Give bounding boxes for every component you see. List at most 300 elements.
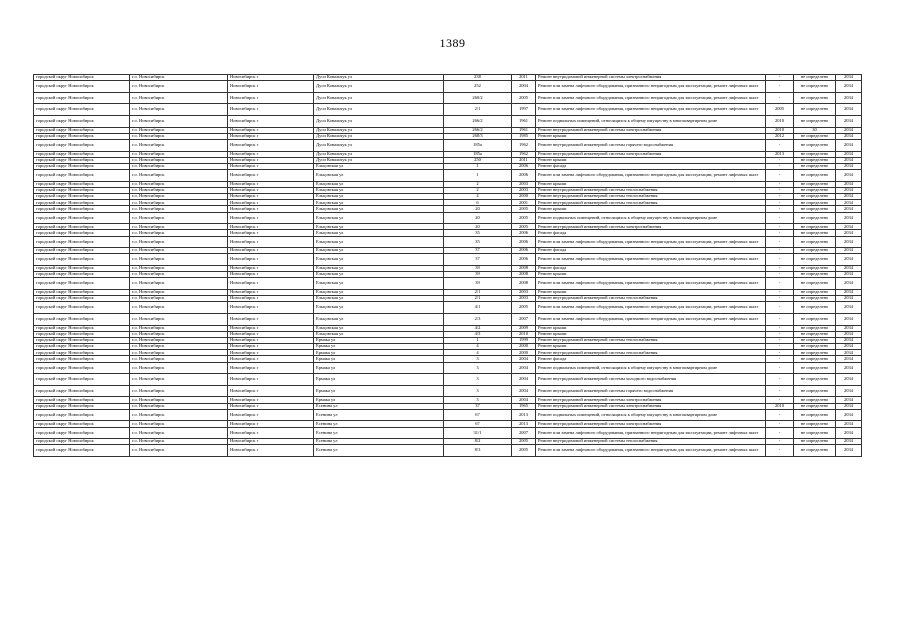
cell-municipality: городской округ Новосибирск [34, 374, 130, 386]
cell-cost: не определено [794, 403, 836, 409]
cell-work-type: Ремонт или замена лифтового оборудования, признанного непригодным для эксплуатации, ремонт лифтовых шахт [536, 302, 766, 314]
cell-last-repair-year: - [766, 194, 794, 200]
cell-plan-start-year: 2034 [836, 265, 862, 271]
cell-cost: не определено [794, 421, 836, 427]
cell-last-repair-year: - [766, 272, 794, 278]
cell-street: Есенина ул [314, 439, 444, 445]
cell-street: Ельцовская ул [314, 200, 444, 206]
cell-house: 1 [444, 170, 512, 182]
cell-street: Ельцовская ул [314, 236, 444, 248]
cell-settlement: Новосибирск г [228, 254, 314, 266]
cell-house: 3 [444, 397, 512, 403]
cell-settlement: Новосибирск г [228, 265, 314, 271]
cell-settlement: Новосибирск г [228, 157, 314, 163]
table-row [34, 254, 862, 266]
cell-district: г.о. Новосибирск [130, 187, 228, 193]
cell-street: Ермака ул [314, 356, 444, 362]
cell-plan-start-year: 2034 [836, 289, 862, 295]
cell-last-repair-year: - [766, 230, 794, 236]
cell-plan-start-year: 2034 [836, 187, 862, 193]
table-row [34, 374, 862, 386]
cell-municipality: городской округ Новосибирск [34, 296, 130, 302]
cell-year-built: 2003 [512, 181, 536, 187]
cell-plan-start-year: 2034 [836, 81, 862, 93]
cell-district: г.о. Новосибирск [130, 331, 228, 337]
cell-plan-start-year: 2034 [836, 212, 862, 224]
cell-last-repair-year: - [766, 344, 794, 350]
cell-house: 2 [444, 181, 512, 187]
cell-last-repair-year: 2010 [766, 403, 794, 409]
cell-street: Есенина ул [314, 427, 444, 439]
cell-house: 4 [444, 344, 512, 350]
cell-house: 3 [444, 374, 512, 386]
cell-house: 37 [444, 403, 512, 409]
cell-settlement: Новосибирск г [228, 445, 314, 457]
cell-settlement: Новосибирск г [228, 127, 314, 133]
cell-house: 20 [444, 206, 512, 212]
cell-year-built: 2006 [512, 254, 536, 266]
cell-municipality: городской округ Новосибирск [34, 115, 130, 127]
cell-municipality: городской округ Новосибирск [34, 344, 130, 350]
table-row [34, 139, 862, 151]
cell-year-built: 2003 [512, 187, 536, 193]
cell-municipality: городской округ Новосибирск [34, 200, 130, 206]
cell-district: г.о. Новосибирск [130, 356, 228, 362]
cell-cost: не определено [794, 278, 836, 290]
cell-work-type: Ремонт или замена лифтового оборудования, признанного непригодным для эксплуатации, ремонт лифтовых шахт [536, 92, 766, 104]
cell-year-built: 2005 [512, 206, 536, 212]
cell-work-type: Ремонт или замена лифтового оборудования, признанного непригодным для эксплуатации, ремонт лифтовых шахт [536, 313, 766, 325]
cell-house: 260/2 [444, 92, 512, 104]
cell-work-type: Ремонт внутридомовой инженерной системы теплоснабжения [536, 439, 766, 445]
cell-house: 4/3 [444, 331, 512, 337]
cell-plan-start-year: 2034 [836, 236, 862, 248]
cell-house: 268/3 [444, 133, 512, 139]
cell-work-type: Ремонт внутридомовой инженерной системы электроснабжения [536, 421, 766, 427]
cell-district: г.о. Новосибирск [130, 403, 228, 409]
cell-street: Ельцовская ул [314, 206, 444, 212]
cell-work-type: Ремонт или замена лифтового оборудования, признанного непригодным для эксплуатации, ремонт лифтовых шахт [536, 236, 766, 248]
table-row [34, 92, 862, 104]
cell-district: г.о. Новосибирск [130, 157, 228, 163]
cell-settlement: Новосибирск г [228, 236, 314, 248]
cell-work-type: Ремонт или замена лифтового оборудования, признанного непригодным для эксплуатации, ремонт лифтовых шахт [536, 254, 766, 266]
cell-plan-start-year: 2034 [836, 151, 862, 157]
cell-work-type: Ремонт или замена лифтового оборудования, признанного непригодным для эксплуатации, ремонт лифтовых шахт [536, 81, 766, 93]
cell-settlement: Новосибирск г [228, 104, 314, 116]
cell-year-built: 1961 [512, 115, 536, 127]
cell-street: Ельцовская ул [314, 331, 444, 337]
table-row [34, 302, 862, 314]
cell-work-type: Ремонт или замена лифтового оборудования, признанного непригодным для эксплуатации, ремонт лифтовых шахт [536, 445, 766, 457]
cell-house: 4/2 [444, 325, 512, 331]
cell-municipality: городской округ Новосибирск [34, 194, 130, 200]
cell-district: г.о. Новосибирск [130, 170, 228, 182]
cell-settlement: Новосибирск г [228, 92, 314, 104]
cell-plan-start-year: 2034 [836, 302, 862, 314]
cell-house: 20 [444, 212, 512, 224]
cell-district: г.о. Новосибирск [130, 409, 228, 421]
cell-settlement: Новосибирск г [228, 337, 314, 343]
cell-municipality: городской округ Новосибирск [34, 248, 130, 254]
cell-settlement: Новосибирск г [228, 272, 314, 278]
cell-municipality: городской округ Новосибирск [34, 331, 130, 337]
cell-work-type: Ремонт крыши [536, 325, 766, 331]
cell-year-built: 2010 [512, 331, 536, 337]
table-row [34, 278, 862, 290]
cell-plan-start-year: 2034 [836, 75, 862, 81]
cell-house: 250 [444, 157, 512, 163]
cell-house: 2 [444, 187, 512, 193]
cell-settlement: Новосибирск г [228, 331, 314, 337]
cell-work-type: Ремонт фасада [536, 356, 766, 362]
cell-work-type: Ремонт или замена лифтового оборудования, признанного непригодным для эксплуатации, ремонт лифтовых шахт [536, 427, 766, 439]
cell-house: 2/1 [444, 296, 512, 302]
cell-municipality: городской округ Новосибирск [34, 397, 130, 403]
cell-last-repair-year: 2005 [766, 104, 794, 116]
cell-work-type: Ремонт крыши [536, 331, 766, 337]
cell-cost: не определено [794, 439, 836, 445]
cell-work-type: Ремонт внутридомовой инженерной системы горячего водоснабжения [536, 139, 766, 151]
cell-plan-start-year: 2034 [836, 356, 862, 362]
cell-work-type: Ремонт внутридомовой инженерной системы электроснабжения [536, 403, 766, 409]
cell-plan-start-year: 2034 [836, 296, 862, 302]
cell-year-built: 2003 [512, 289, 536, 295]
cell-cost: не определено [794, 337, 836, 343]
cell-year-built: 2000 [512, 350, 536, 356]
cell-cost: не определено [794, 163, 836, 169]
cell-district: г.о. Новосибирск [130, 81, 228, 93]
cell-year-built: 1999 [512, 337, 536, 343]
cell-house: 67 [444, 421, 512, 427]
cell-district: г.о. Новосибирск [130, 344, 228, 350]
cell-street: Ермака ул [314, 385, 444, 397]
cell-cost: не определено [794, 248, 836, 254]
cell-municipality: городской округ Новосибирск [34, 356, 130, 362]
cell-work-type: Ремонт внутридомовой инженерной системы теплоснабжения [536, 337, 766, 343]
cell-year-built: 2006 [512, 248, 536, 254]
cell-street: Ельцовская ул [314, 212, 444, 224]
cell-settlement: Новосибирск г [228, 115, 314, 127]
cell-district: г.о. Новосибирск [130, 92, 228, 104]
table-row [34, 385, 862, 397]
cell-plan-start-year: 2034 [836, 200, 862, 206]
cell-settlement: Новосибирск г [228, 397, 314, 403]
cell-year-built: 2004 [512, 81, 536, 93]
cell-work-type: Ремонт внутридомовой инженерной системы электроснабжения [536, 75, 766, 81]
cell-plan-start-year: 2034 [836, 230, 862, 236]
cell-settlement: Новосибирск г [228, 289, 314, 295]
cell-street: Дуси Ковальчук ул [314, 104, 444, 116]
cell-settlement: Новосибирск г [228, 206, 314, 212]
cell-settlement: Новосибирск г [228, 439, 314, 445]
cell-district: г.о. Новосибирск [130, 278, 228, 290]
cell-street: Ельцовская ул [314, 187, 444, 193]
cell-cost: не определено [794, 212, 836, 224]
cell-year-built: 2007 [512, 427, 536, 439]
cell-last-repair-year: 2012 [766, 133, 794, 139]
cell-cost: не определено [794, 385, 836, 397]
cell-plan-start-year: 2034 [836, 133, 862, 139]
table-row [34, 104, 862, 116]
cell-municipality: городской округ Новосибирск [34, 206, 130, 212]
cell-plan-start-year: 2034 [836, 439, 862, 445]
cell-cost: не определено [794, 157, 836, 163]
cell-house: 67 [444, 409, 512, 421]
cell-year-built: 2003 [512, 296, 536, 302]
cell-cost: не определено [794, 75, 836, 81]
cell-municipality: городской округ Новосибирск [34, 236, 130, 248]
cell-municipality: городской округ Новосибирск [34, 337, 130, 343]
cell-plan-start-year: 2034 [836, 313, 862, 325]
cell-work-type: Ремонт или замена лифтового оборудования, признанного непригодным для эксплуатации, ремонт лифтовых шахт [536, 278, 766, 290]
cell-municipality: городской округ Новосибирск [34, 272, 130, 278]
cell-street: Дуси Ковальчук ул [314, 92, 444, 104]
cell-cost: не определено [794, 151, 836, 157]
cell-settlement: Новосибирск г [228, 403, 314, 409]
cell-municipality: городской округ Новосибирск [34, 403, 130, 409]
cell-cost: не определено [794, 409, 836, 421]
cell-street: Ельцовская ул [314, 313, 444, 325]
cell-work-type: Ремонт фасада [536, 265, 766, 271]
cell-settlement: Новосибирск г [228, 224, 314, 230]
cell-plan-start-year: 2034 [836, 163, 862, 169]
cell-municipality: городской округ Новосибирск [34, 224, 130, 230]
cell-cost: не определено [794, 313, 836, 325]
cell-street: Ельцовская ул [314, 302, 444, 314]
cell-municipality: городской округ Новосибирск [34, 350, 130, 356]
cell-district: г.о. Новосибирск [130, 427, 228, 439]
cell-year-built: 2004 [512, 397, 536, 403]
table-row [34, 445, 862, 457]
cell-house: 2/1 [444, 289, 512, 295]
cell-street: Дуси Ковальчук ул [314, 157, 444, 163]
cell-house: 20 [444, 224, 512, 230]
cell-work-type: Ремонт крыши [536, 344, 766, 350]
cell-municipality: городской округ Новосибирск [34, 289, 130, 295]
cell-plan-start-year: 2034 [836, 331, 862, 337]
cell-street: Ельцовская ул [314, 272, 444, 278]
cell-house: 31/1 [444, 427, 512, 439]
cell-district: г.о. Новосибирск [130, 337, 228, 343]
cell-district: г.о. Новосибирск [130, 127, 228, 133]
cell-year-built: 2008 [512, 278, 536, 290]
cell-house: 4 [444, 350, 512, 356]
cell-settlement: Новосибирск г [228, 81, 314, 93]
cell-street: Ельцовская ул [314, 230, 444, 236]
cell-year-built: 2005 [512, 224, 536, 230]
cell-settlement: Новосибирск г [228, 170, 314, 182]
cell-settlement: Новосибирск г [228, 163, 314, 169]
cell-house: 39 [444, 278, 512, 290]
cell-district: г.о. Новосибирск [130, 104, 228, 116]
cell-municipality: городской округ Новосибирск [34, 265, 130, 271]
cell-municipality: городской округ Новосибирск [34, 385, 130, 397]
cell-street: Ельцовская ул [314, 296, 444, 302]
cell-work-type: Ремонт или замена лифтового оборудования, признанного непригодным для эксплуатации, ремонт лифтовых шахт [536, 170, 766, 182]
cell-work-type: Ремонт внутридомовой инженерной системы горячего водоснабжения [536, 385, 766, 397]
cell-municipality: городской округ Новосибирск [34, 325, 130, 331]
cell-year-built: 2008 [512, 265, 536, 271]
cell-year-built: 2004 [512, 362, 536, 374]
cell-last-repair-year: - [766, 302, 794, 314]
cell-last-repair-year: - [766, 385, 794, 397]
cell-last-repair-year: - [766, 331, 794, 337]
cell-last-repair-year: - [766, 224, 794, 230]
cell-year-built: 2004 [512, 385, 536, 397]
cell-settlement: Новосибирск г [228, 139, 314, 151]
cell-last-repair-year: - [766, 337, 794, 343]
cell-plan-start-year: 2034 [836, 337, 862, 343]
cell-street: Дуси Ковальчук ул [314, 133, 444, 139]
cell-district: г.о. Новосибирск [130, 302, 228, 314]
cell-house: 4/1 [444, 302, 512, 314]
cell-plan-start-year: 2034 [836, 92, 862, 104]
table-row [34, 170, 862, 182]
cell-street: Есенина ул [314, 409, 444, 421]
cell-settlement: Новосибирск г [228, 151, 314, 157]
cell-house: 8/2 [444, 439, 512, 445]
cell-district: г.о. Новосибирск [130, 151, 228, 157]
cell-cost: не определено [794, 200, 836, 206]
cell-settlement: Новосибирск г [228, 296, 314, 302]
cell-cost: 30 [794, 127, 836, 133]
cell-cost: не определено [794, 187, 836, 193]
cell-district: г.о. Новосибирск [130, 224, 228, 230]
cell-street: Ельцовская ул [314, 194, 444, 200]
cell-street: Есенина ул [314, 421, 444, 427]
cell-plan-start-year: 2034 [836, 254, 862, 266]
cell-street: Дуси Ковальчук ул [314, 139, 444, 151]
cell-settlement: Новосибирск г [228, 313, 314, 325]
cell-district: г.о. Новосибирск [130, 212, 228, 224]
cell-cost: не определено [794, 302, 836, 314]
cell-plan-start-year: 2034 [836, 278, 862, 290]
cell-plan-start-year: 2034 [836, 374, 862, 386]
cell-house: 1 [444, 163, 512, 169]
cell-house: 3 [444, 356, 512, 362]
cell-plan-start-year: 2034 [836, 344, 862, 350]
cell-house: 266/2 [444, 127, 512, 133]
cell-house: 2/1 [444, 104, 512, 116]
cell-settlement: Новосибирск г [228, 75, 314, 81]
cell-work-type: Ремонт крыши [536, 206, 766, 212]
cell-last-repair-year: - [766, 81, 794, 93]
cell-house: 37 [444, 254, 512, 266]
cell-cost: не определено [794, 331, 836, 337]
cell-district: г.о. Новосибирск [130, 163, 228, 169]
cell-plan-start-year: 2034 [836, 206, 862, 212]
cell-district: г.о. Новосибирск [130, 385, 228, 397]
cell-last-repair-year: 2013 [766, 151, 794, 157]
cell-cost: не определено [794, 170, 836, 182]
cell-plan-start-year: 2034 [836, 104, 862, 116]
cell-house: 1 [444, 337, 512, 343]
cell-street: Ельцовская ул [314, 325, 444, 331]
cell-district: г.о. Новосибирск [130, 75, 228, 81]
cell-last-repair-year: - [766, 212, 794, 224]
cell-house: 6 [444, 200, 512, 206]
cell-house: 4 [444, 194, 512, 200]
cell-work-type: Ремонт крыши [536, 133, 766, 139]
document-table-container [33, 74, 861, 457]
cell-district: г.о. Новосибирск [130, 206, 228, 212]
cell-year-built: 2007 [512, 313, 536, 325]
cell-settlement: Новосибирск г [228, 187, 314, 193]
cell-last-repair-year: - [766, 439, 794, 445]
cell-last-repair-year: - [766, 139, 794, 151]
cell-district: г.о. Новосибирск [130, 421, 228, 427]
cell-house: 35 [444, 236, 512, 248]
cell-work-type: Ремонт внутридомовой инженерной системы электроснабжения [536, 397, 766, 403]
cell-district: г.о. Новосибирск [130, 181, 228, 187]
cell-municipality: городской округ Новосибирск [34, 75, 130, 81]
cell-plan-start-year: 2034 [836, 325, 862, 331]
cell-work-type: Ремонт внутридомовой инженерной системы теплоснабжения [536, 187, 766, 193]
cell-house: 39 [444, 265, 512, 271]
cell-house: 3 [444, 385, 512, 397]
cell-work-type: Ремонт фасада [536, 163, 766, 169]
cell-last-repair-year: - [766, 236, 794, 248]
cell-work-type: Ремонт внутридомовой инженерной системы электроснабжения [536, 224, 766, 230]
cell-house: 35 [444, 230, 512, 236]
cell-street: Ельцовская ул [314, 265, 444, 271]
cell-year-built: 2011 [512, 75, 536, 81]
cell-last-repair-year: - [766, 427, 794, 439]
cell-work-type: Ремонт внутридомовой инженерной системы теплоснабжения [536, 350, 766, 356]
cell-cost: не определено [794, 265, 836, 271]
cell-last-repair-year: - [766, 181, 794, 187]
cell-last-repair-year: - [766, 374, 794, 386]
cell-district: г.о. Новосибирск [130, 325, 228, 331]
table-row [34, 81, 862, 93]
cell-last-repair-year: - [766, 397, 794, 403]
cell-work-type: Ремонт крыши [536, 272, 766, 278]
cell-year-built: 2005 [512, 92, 536, 104]
cell-plan-start-year: 2034 [836, 362, 862, 374]
cell-cost: не определено [794, 139, 836, 151]
cell-cost: не определено [794, 397, 836, 403]
cell-district: г.о. Новосибирск [130, 397, 228, 403]
table-row [34, 212, 862, 224]
cell-cost: не определено [794, 81, 836, 93]
cell-settlement: Новосибирск г [228, 181, 314, 187]
cell-work-type: Ремонт подвальных помещений, относящихся к общему имуществу в многоквартирном доме [536, 409, 766, 421]
cell-year-built: 2009 [512, 325, 536, 331]
cell-last-repair-year: - [766, 265, 794, 271]
cell-street: Ермака ул [314, 344, 444, 350]
cell-plan-start-year: 2034 [836, 409, 862, 421]
cell-settlement: Новосибирск г [228, 194, 314, 200]
cell-year-built: 2000 [512, 194, 536, 200]
cell-cost: не определено [794, 92, 836, 104]
cell-last-repair-year: - [766, 356, 794, 362]
cell-street: Дуси Ковальчук ул [314, 81, 444, 93]
cell-municipality: городской округ Новосибирск [34, 313, 130, 325]
cell-district: г.о. Новосибирск [130, 139, 228, 151]
cell-municipality: городской округ Новосибирск [34, 92, 130, 104]
cell-house: 252 [444, 81, 512, 93]
cell-district: г.о. Новосибирск [130, 115, 228, 127]
cell-year-built: 2005 [512, 302, 536, 314]
cell-last-repair-year: - [766, 254, 794, 266]
cell-cost: не определено [794, 289, 836, 295]
cell-settlement: Новосибирск г [228, 278, 314, 290]
cell-street: Ельцовская ул [314, 289, 444, 295]
cell-plan-start-year: 2034 [836, 403, 862, 409]
cell-plan-start-year: 2034 [836, 115, 862, 127]
cell-cost: не определено [794, 133, 836, 139]
